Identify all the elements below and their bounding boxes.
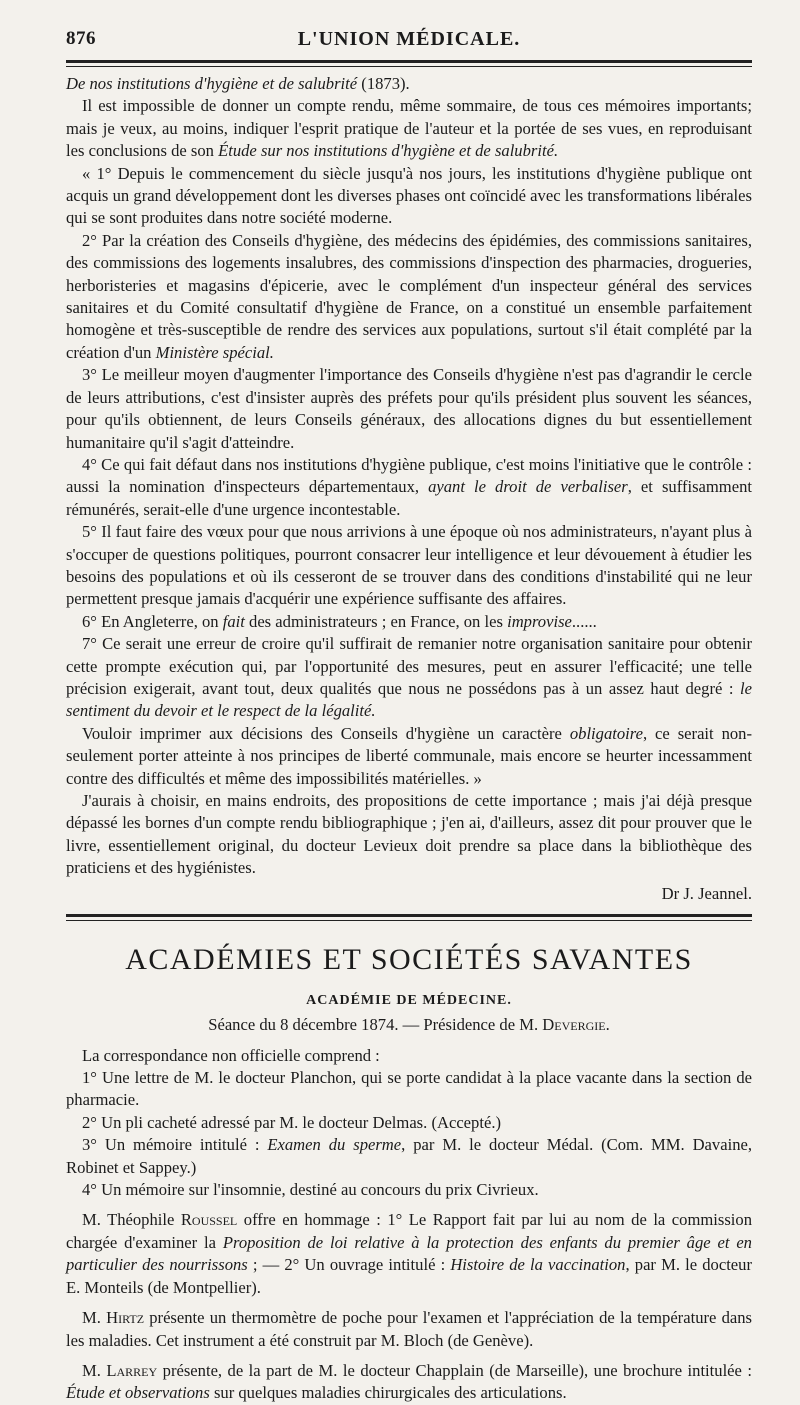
running-head bbox=[66, 18, 752, 52]
conclusion-6: 6° En Angleterre, on fait des administrateurs ; en France, on les improvise...... bbox=[82, 611, 597, 631]
conclusion-2: 2° Par la création des Conseils d'hygiène, des médecins des épidémies, des commissions sanitaires, des commissions des logements insalubres, des commissions d'inspection des pharmacies, drogueries, herboristeries et magasins d'épicerie, avec le complément d'un inspecteur général des services sanitaires et du Comité consultatif d'hygiène de France, on a constitué un ensemble parfaitement homogène et très-susceptible de rendre des services aux populations, surtout s'il était complété par la création d'un Ministère spécial. bbox=[66, 230, 752, 362]
journal-title: L'UNION MÉDICALE. bbox=[297, 28, 521, 50]
page-number: 876 bbox=[66, 28, 96, 49]
academy-name: ACADÉMIE DE MÉDECINE. bbox=[306, 992, 512, 1008]
correspondence-item: 4° Un mémoire sur l'insomnie, destiné au concours du prix Civrieux. bbox=[82, 1180, 539, 1200]
book-review bbox=[66, 73, 752, 906]
conclusion-5: 5° Il faut faire des vœux pour que nous arrivions à une époque où nos administrateurs, n'ayant plus à s'occuper de questions politiques, pourront consacrer leur intelligence et leur dévouement à étudier les besoins des populations et où ils cesseront de se trouver dans des conditions d'instabilité qui ne leur permettent presque jamais d'acquérir une expérience suffisante des affaires. bbox=[66, 522, 752, 609]
presentation-paragraph: M. Hirtz présente un thermomètre de poche pour l'examen et l'appréciation de la température dans les maladies. Cet instrument a été construit par M. Bloch (de Genève). bbox=[66, 1308, 752, 1350]
section-title: ACADÉMIES ET SOCIÉTÉS SAVANTES bbox=[125, 942, 693, 976]
conclusion-4: 4° Ce qui fait défaut dans nos institutions d'hygiène publique, c'est moins l'initiative que le contrôle : aussi la nomination d'inspecteurs départementaux, ayant le droit de verbaliser, et suffisamment rémunérés, serait-elle d'une urgence incontestable. bbox=[66, 454, 752, 519]
section-rule bbox=[66, 914, 752, 921]
review-source-title: De nos institutions d'hygiène et de salubrité bbox=[66, 74, 358, 93]
correspondence-heading: La correspondance non officielle comprend : bbox=[82, 1045, 380, 1065]
correspondence-item: 3° Un mémoire intitulé : Examen du sperme, par M. le docteur Médal. (Com. MM. Davaine, Robinet et Sappey.) bbox=[66, 1135, 753, 1177]
signature: Dr J. Jeannel. bbox=[661, 883, 752, 903]
review-paragraph: Vouloir imprimer aux décisions des Conseils d'hygiène un caractère obligatoire, ce serait non-seulement porter atteinte à nos principes de liberté communale, mais encore se heurter incessamment contre des difficultés et même des impossibilités matérielles. » bbox=[66, 723, 752, 788]
seance-line: Séance du 8 décembre 1874. — Présidence de M. Devergie. bbox=[208, 1014, 610, 1034]
academies-section bbox=[66, 943, 752, 1405]
correspondence-item: 2° Un pli cacheté adressé par M. le docteur Delmas. (Accepté.) bbox=[82, 1112, 501, 1132]
conclusion-1: « 1° Depuis le commencement du siècle jusqu'à nos jours, les institutions d'hygiène publique ont acquis un grand développement dont les diverses phases ont coïncidé avec les transformations libérales qui se sont produites dans notre société moderne. bbox=[66, 163, 752, 228]
review-paragraph: Il est impossible de donner un compte rendu, même sommaire, de tous ces mémoires importants; mais je veux, au moins, indiquer l'esprit pratique de l'auteur et la portée de ses vues, en reproduisant les conclusions de son Étude sur nos institutions d'hygiène et de salubrité. bbox=[66, 96, 752, 161]
header-rule bbox=[66, 60, 752, 67]
correspondence-item: 1° Une lettre de M. le docteur Planchon, qui se porte candidat à la place vacante dans la section de pharmacie. bbox=[66, 1068, 752, 1110]
review-source-line: De nos institutions d'hygiène et de salubrité (1873). bbox=[66, 74, 410, 93]
conclusion-3: 3° Le meilleur moyen d'augmenter l'importance des Conseils d'hygiène n'est pas d'agrandir le cercle de leurs attributions, c'est d'insister auprès des préfets pour qu'ils président plus souvent les séances, pour qu'ils obtiennent, de leurs Conseils généraux, des allocations dignes du but essentiellement humanitaire qu'il s'agit d'atteindre. bbox=[66, 365, 752, 452]
presentation-paragraph: M. Théophile Roussel offre en hommage : 1° Le Rapport fait par lui au nom de la commission chargée d'examiner la Proposition de loi relative à la protection des enfants du premier âge et en particulier des nourrissons ; — 2° Un ouvrage intitulé : Histoire de la vaccination, par M. le docteur E. Monteils (de Montpellier). bbox=[66, 1210, 752, 1297]
president-name: Devergie bbox=[542, 1014, 606, 1034]
presentation-paragraph: M. Larrey présente, de la part de M. le docteur Chapplain (de Marseille), une brochure intitulée : Étude et observations sur quelques maladies chirurgicales des articulations. bbox=[66, 1360, 752, 1403]
conclusion-7: 7° Ce serait une erreur de croire qu'il suffirait de remanier notre organisation sanitaire pour obtenir cette prompte exécution qui, par l'opportunité des mesures, peut en assurer l'efficacité; une telle précision exigerait, avant tout, deux qualités que nous ne possédons pas à un assez haut degré : le sentiment du devoir et le respect de la légalité. bbox=[66, 634, 752, 721]
review-closing: J'aurais à choisir, en mains endroits, des propositions de cette importance ; mais j'ai déjà presque dépassé les bornes d'un compte rendu bibliographique ; j'en ai, d'ailleurs, assez dit pour prouver que le livre, essentiellement original, du docteur Levieux doit prendre sa place dans la bibliothèque des praticiens et des hygiénistes. bbox=[66, 791, 752, 878]
